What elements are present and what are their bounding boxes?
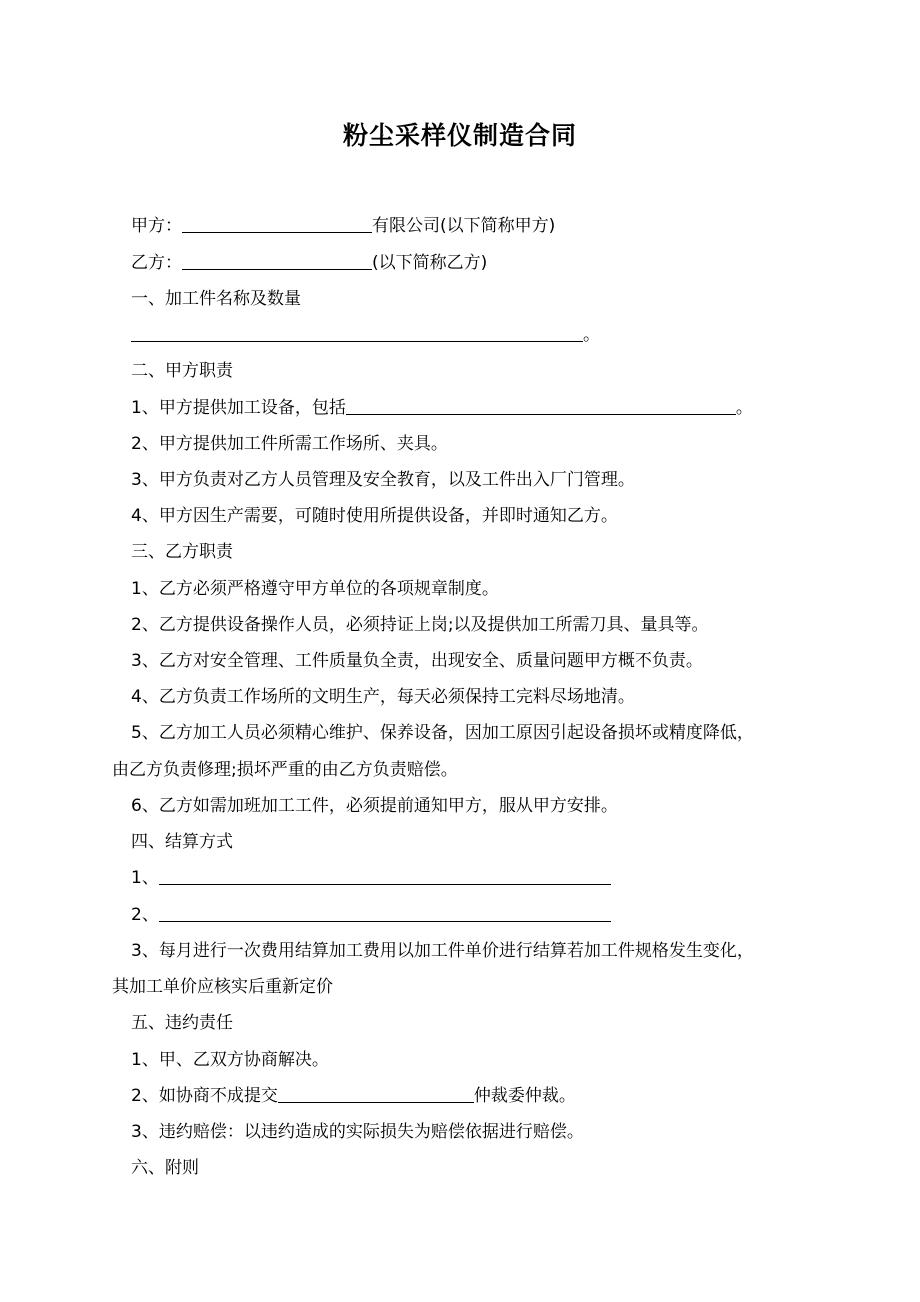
- item-text: 2、如协商不成提交: [131, 1086, 278, 1106]
- item-number: 1、: [131, 868, 159, 888]
- settlement-blank-2: [159, 903, 611, 922]
- section-3-item-6: 6、乙方如需加班加工工件，必须提前通知甲方，服从甲方安排。: [131, 796, 618, 816]
- section-3-item-2: 2、乙方提供设备操作人员，必须持证上岗;以及提供加工所需刀具、量具等。: [131, 615, 709, 635]
- section-3-item-1: 1、乙方必须严格遵守甲方单位的各项规章制度。: [131, 579, 499, 599]
- section-2-item-1: [0, 396, 920, 420]
- party-a-suffix: 有限公司(以下简称甲方): [372, 216, 556, 236]
- item-text: 仲裁委仲裁。: [473, 1086, 576, 1106]
- section-4-item-2: [0, 903, 920, 927]
- equipment-blank: [346, 396, 736, 415]
- section-5-item-3: 3、违约赔偿：以违约造成的实际损失为赔偿依据进行赔偿。: [131, 1122, 584, 1142]
- item-number: 2、: [131, 905, 159, 925]
- section-2-item-3: 3、甲方负责对乙方人员管理及安全教育，以及工件出入厂门管理。: [131, 470, 635, 490]
- item-name-blank: [131, 323, 583, 342]
- section-3-item-3: 3、乙方对安全管理、工件质量负全责，出现安全、质量问题甲方概不负责。: [131, 651, 703, 671]
- section-4-item-1: [0, 866, 920, 890]
- section-5-heading: 五、违约责任: [131, 1013, 233, 1033]
- section-6-heading: 六、附则: [131, 1158, 199, 1178]
- section-3-heading: 三、乙方职责: [131, 542, 233, 562]
- party-a-label: 甲方：: [131, 216, 182, 236]
- section-3-item-5: 5、乙方加工人员必须精心维护、保养设备，因加工原因引起设备损坏或精度降低，: [131, 723, 754, 743]
- section-4-item-3: 3、每月进行一次费用结算加工费用以加工件单价进行结算若加工件规格发生变化，: [131, 941, 754, 961]
- party-a-line: [0, 214, 920, 238]
- arbitration-blank: [278, 1084, 474, 1103]
- party-b-line: [0, 251, 920, 275]
- party-b-suffix: (以下简称乙方): [372, 253, 488, 273]
- party-a-blank: [182, 214, 372, 233]
- section-5-item-1: 1、甲、乙双方协商解决。: [131, 1050, 329, 1070]
- section-4-item-3-cont: 其加工单价应核实后重新定价: [112, 977, 333, 997]
- section-1-heading: 一、加工件名称及数量: [131, 289, 301, 309]
- section-1-fill-line: [0, 323, 920, 347]
- party-b-label: 乙方：: [131, 253, 182, 273]
- party-b-blank: [182, 251, 372, 270]
- section-2-item-2: 2、甲方提供加工件所需工作场所、夹具。: [131, 434, 448, 454]
- section-5-item-2: [0, 1084, 920, 1108]
- section-2-heading: 二、甲方职责: [131, 361, 233, 381]
- page-title: 粉尘采样仪制造合同: [342, 121, 577, 150]
- section-4-heading: 四、结算方式: [131, 832, 233, 852]
- settlement-blank-1: [159, 866, 611, 885]
- section-3-item-4: 4、乙方负责工作场所的文明生产，每天必须保持工完料尽场地清。: [131, 687, 635, 707]
- line-end-mark: 。: [583, 325, 600, 345]
- section-2-item-4: 4、甲方因生产需要，可随时使用所提供设备，并即时通知乙方。: [131, 506, 618, 526]
- section-3-item-5-cont: 由乙方负责修理;损坏严重的由乙方负责赔偿。: [112, 760, 458, 780]
- line-end-mark: 。: [735, 398, 753, 418]
- item-text: 1、甲方提供加工设备，包括: [131, 398, 346, 418]
